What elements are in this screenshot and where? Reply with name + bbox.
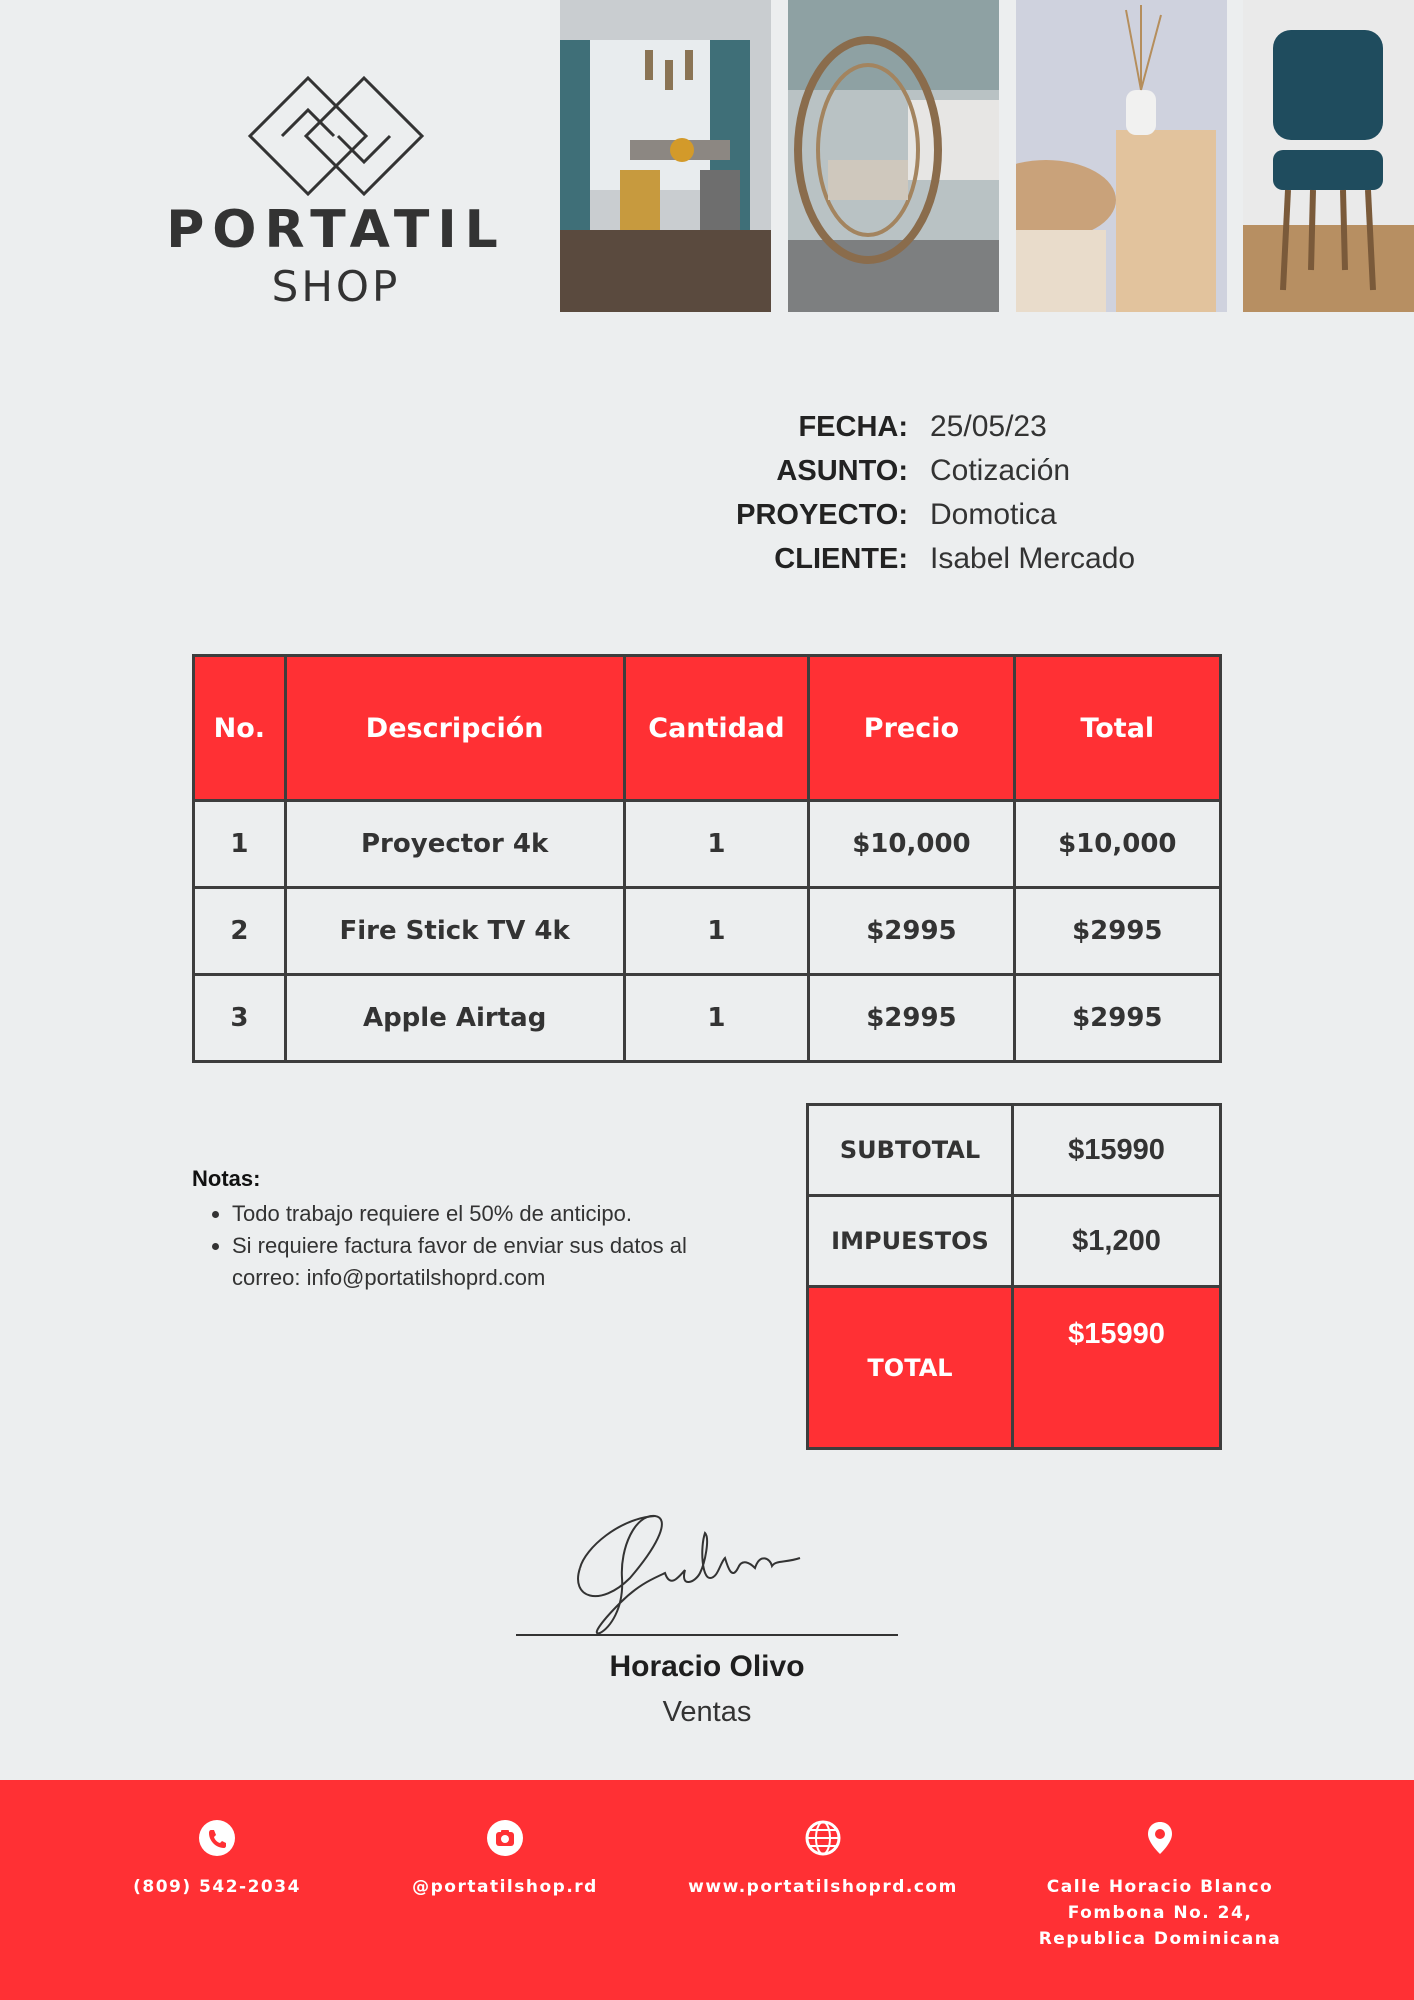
table-row: [194, 888, 1221, 975]
meta-row-date: [640, 410, 1200, 454]
cell-description: Proyector 4k: [285, 801, 624, 888]
cell-total: $2995: [1014, 975, 1220, 1062]
subtotal-label: SUBTOTAL: [808, 1105, 1013, 1196]
tax-row: [808, 1196, 1221, 1287]
notes-title: Notas:: [192, 1166, 261, 1191]
handwritten-signature: [560, 1508, 860, 1636]
brand-name: PORTATIL: [166, 200, 506, 260]
table-header-row: [194, 656, 1221, 801]
globe-icon: [805, 1820, 841, 1856]
items-table: [192, 654, 1222, 1063]
cell-no: 2: [194, 888, 286, 975]
meta-value: 25/05/23: [930, 410, 1047, 443]
footer-web: [673, 1820, 973, 1900]
footer-social: [355, 1820, 655, 1900]
footer-phone: [67, 1820, 367, 1900]
total-row: [808, 1287, 1221, 1449]
footer-address-text: Calle Horacio Blanco Fombona No. 24, Republica Dominicana: [1038, 1877, 1282, 1949]
cell-no: 3: [194, 975, 286, 1062]
quote-meta: [640, 410, 1200, 586]
rattan-chair-photo: [788, 0, 999, 312]
note-item: • Todo trabajo requiere el 50% de anticipo.: [232, 1198, 752, 1230]
meta-label: ASUNTO:: [776, 455, 908, 487]
signer-name: Horacio Olivo: [609, 1650, 805, 1683]
total-label: TOTAL: [808, 1287, 1013, 1449]
cell-quantity: 1: [624, 975, 809, 1062]
camera-icon: [487, 1820, 523, 1856]
subtotal-row: [808, 1105, 1221, 1196]
footer-web-text: www.portatilshoprd.com: [688, 1877, 958, 1897]
dining-room-photo: [560, 0, 771, 312]
meta-label: CLIENTE:: [774, 543, 908, 575]
location-pin-icon: [1142, 1820, 1178, 1856]
notes-section: [192, 1166, 752, 1294]
meta-value: Isabel Mercado: [930, 542, 1136, 575]
tax-value: $1,200: [1013, 1196, 1221, 1287]
meta-label: PROYECTO:: [736, 499, 908, 531]
cell-price: $10,000: [809, 801, 1014, 888]
subtotal-value: $15990: [1013, 1105, 1221, 1196]
cell-description: Apple Airtag: [285, 975, 624, 1062]
table-row: [194, 975, 1221, 1062]
tax-label: IMPUESTOS: [808, 1196, 1013, 1287]
cell-quantity: 1: [624, 888, 809, 975]
logo-icon: [246, 76, 426, 196]
cell-total: $10,000: [1014, 801, 1220, 888]
meta-row-project: [640, 498, 1200, 542]
cell-total: $2995: [1014, 888, 1220, 975]
cell-description: Fire Stick TV 4k: [285, 888, 624, 975]
header-quantity: Cantidad: [624, 656, 809, 801]
phone-icon: [199, 1820, 235, 1856]
header-no: No.: [194, 656, 286, 801]
signer-role: Ventas: [662, 1696, 752, 1728]
meta-row-client: [640, 542, 1200, 586]
header-description: Descripción: [285, 656, 624, 801]
brand-subtitle: SHOP: [271, 262, 401, 311]
meta-value: Cotización: [930, 454, 1071, 487]
header-total: Total: [1014, 656, 1220, 801]
meta-value: Domotica: [930, 498, 1057, 531]
cell-quantity: 1: [624, 801, 809, 888]
blue-chair-photo: [1243, 0, 1414, 312]
header-price: Precio: [809, 656, 1014, 801]
totals-table: [806, 1103, 1222, 1450]
wood-cabinet-vase-photo: [1016, 0, 1227, 312]
meta-row-subject: [640, 454, 1200, 498]
cell-no: 1: [194, 801, 286, 888]
cell-price: $2995: [809, 888, 1014, 975]
footer: [0, 1780, 1414, 2000]
table-row: [194, 801, 1221, 888]
notes-list: [192, 1198, 752, 1294]
note-item: • Si requiere factura favor de enviar sus datos al correo: info@portatilshoprd.com: [232, 1230, 752, 1294]
signature-line: [516, 1634, 898, 1636]
meta-label: FECHA:: [798, 411, 908, 443]
footer-phone-text: (809) 542-2034: [133, 1877, 301, 1897]
total-value: $15990: [1013, 1287, 1221, 1449]
footer-address: [1010, 1820, 1310, 1952]
cell-price: $2995: [809, 975, 1014, 1062]
footer-social-text: @portatilshop.rd: [412, 1877, 598, 1897]
